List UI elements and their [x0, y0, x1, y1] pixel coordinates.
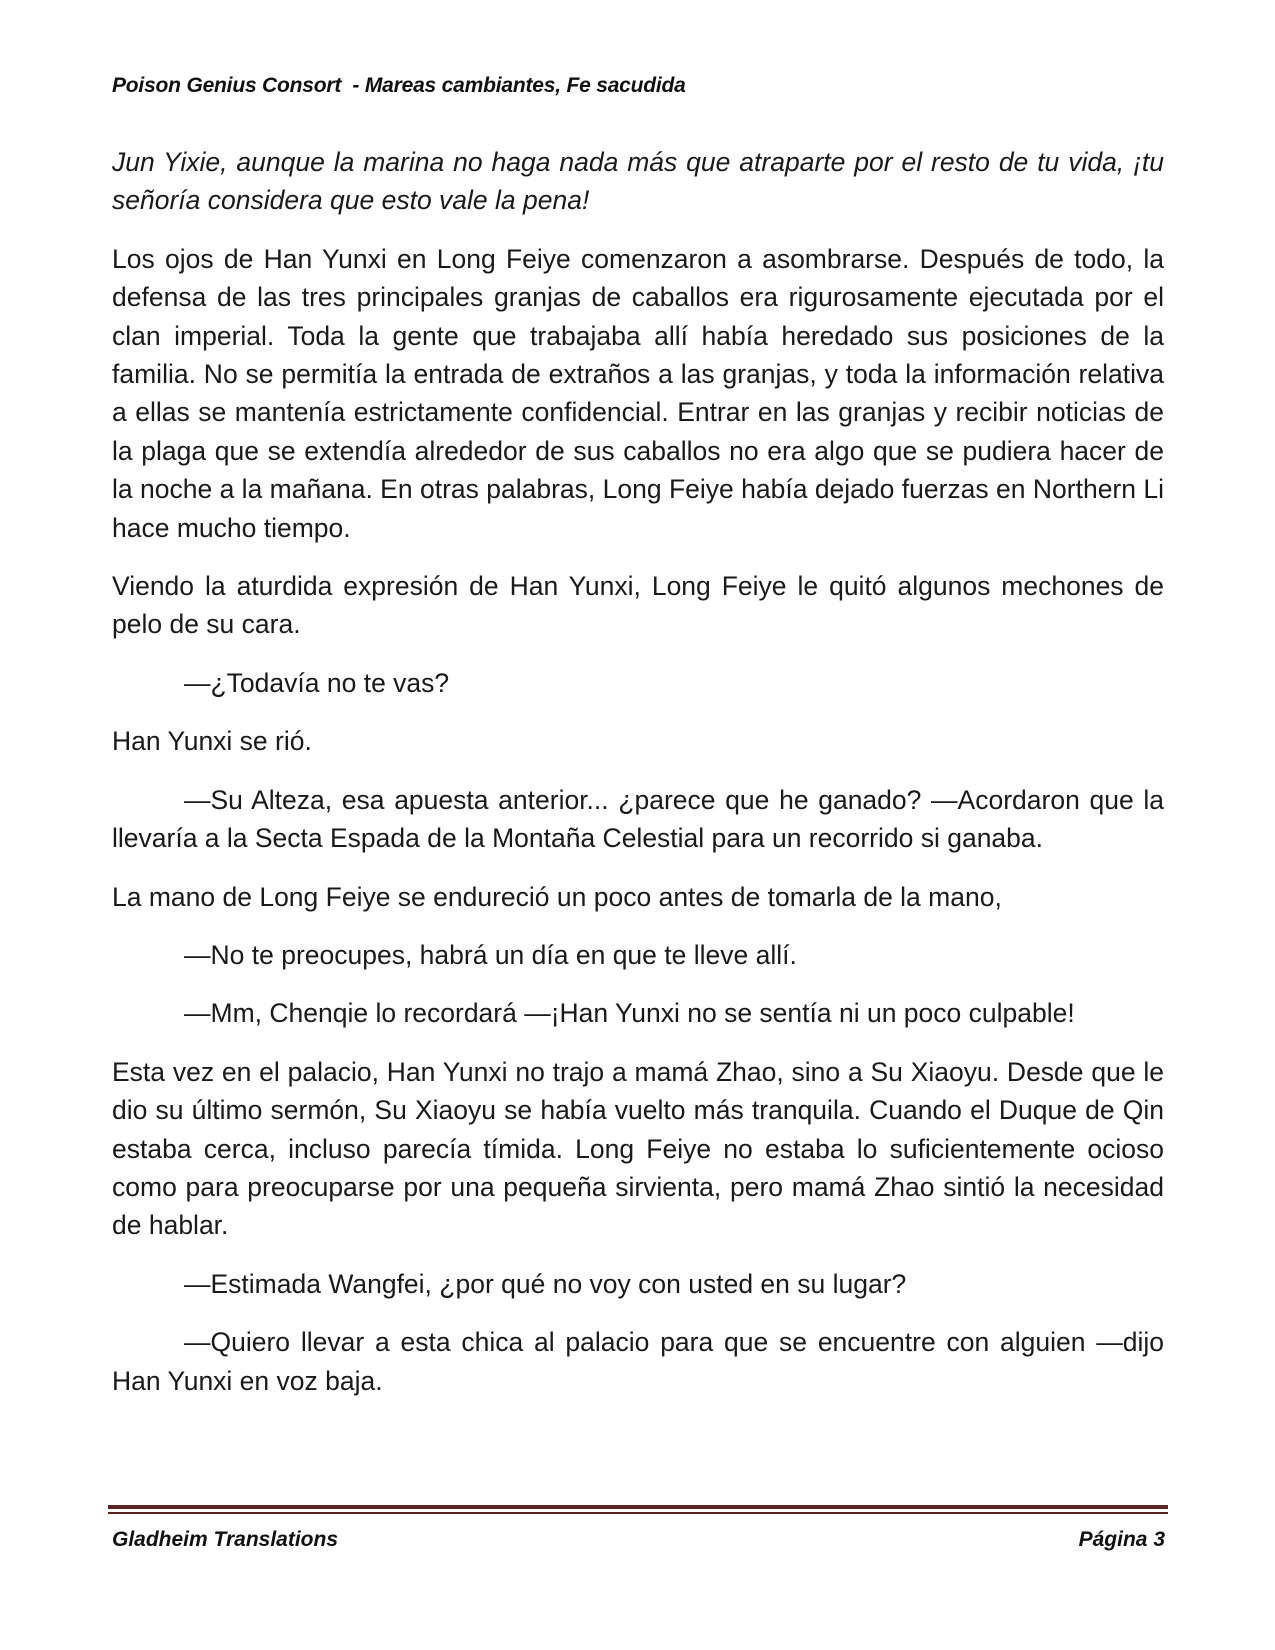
running-header: Poison Genius Consort - Mareas cambiantes, Fe sacudida	[112, 74, 686, 97]
footer-divider-thin	[108, 1512, 1168, 1514]
paragraph: Los ojos de Han Yunxi en Long Feiye comenzaron a asombrarse. Después de todo, la defensa de las tres principales granjas de caballos era rigurosamente ejecutada por el clan imperial. Toda la gente que trabajaba allí había heredado sus posiciones de la familia. No se permitía la entrada de extraños a las granjas, y toda la información relativa a ellas se mantenía estrictamente confidencial. Entrar en las granjas y recibir noticias de la plaga que se extendía alrededor de sus caballos no era algo que se pudiera hacer de la noche a la mañana. En otras palabras, Long Feiye había dejado fuerzas en Northern Li hace mucho tiempo.	[112, 243, 1164, 543]
paragraph: Han Yunxi se rió.	[112, 726, 312, 757]
paragraph: Jun Yixie, aunque la marina no haga nada más que atraparte por el resto de tu vida, ¡tu señoría considera que esto vale la pena!	[112, 147, 1164, 216]
dialogue-line: —Quiero llevar a esta chica al palacio para que se encuentre con alguien —dijo Han Yunxi en voz baja.	[112, 1327, 1164, 1396]
page-number: Página 3	[1078, 1528, 1165, 1551]
paragraph: Viendo la aturdida expresión de Han Yunxi, Long Feiye le quitó algunos mechones de pelo de su cara.	[112, 571, 1164, 640]
paragraph: Esta vez en el palacio, Han Yunxi no trajo a mamá Zhao, sino a Su Xiaoyu. Desde que le dio su último sermón, Su Xiaoyu se había vuelto más tranquila. Cuando el Duque de Qin estaba cerca, incluso parecía tímida. Long Feiye no estaba lo suficientemente ocioso como para preocuparse por una pequeña sirvienta, pero mamá Zhao sintió la necesidad de hablar.	[112, 1056, 1164, 1241]
paragraph: La mano de Long Feiye se endureció un poco antes de tomarla de la mano,	[112, 881, 1002, 912]
dialogue-line: —No te preocupes, habrá un día en que te lleve allí.	[184, 939, 797, 970]
dialogue-line: —¿Todavía no te vas?	[184, 667, 450, 698]
footer-publisher: Gladheim Translations	[112, 1528, 339, 1551]
footer-divider-thick	[108, 1505, 1168, 1509]
dialogue-line: —Su Alteza, esa apuesta anterior... ¿parece que he ganado? —Acordaron que la llevaría a la Secta Espada de la Montaña Celestial para un recorrido si ganaba.	[112, 784, 1164, 854]
dialogue-line: —Estimada Wangfei, ¿por qué no voy con usted en su lugar?	[184, 1268, 907, 1299]
dialogue-line: —Mm, Chenqie lo recordará —¡Han Yunxi no se sentía ni un poco culpable!	[184, 998, 1075, 1029]
page-body	[112, 143, 1164, 1420]
